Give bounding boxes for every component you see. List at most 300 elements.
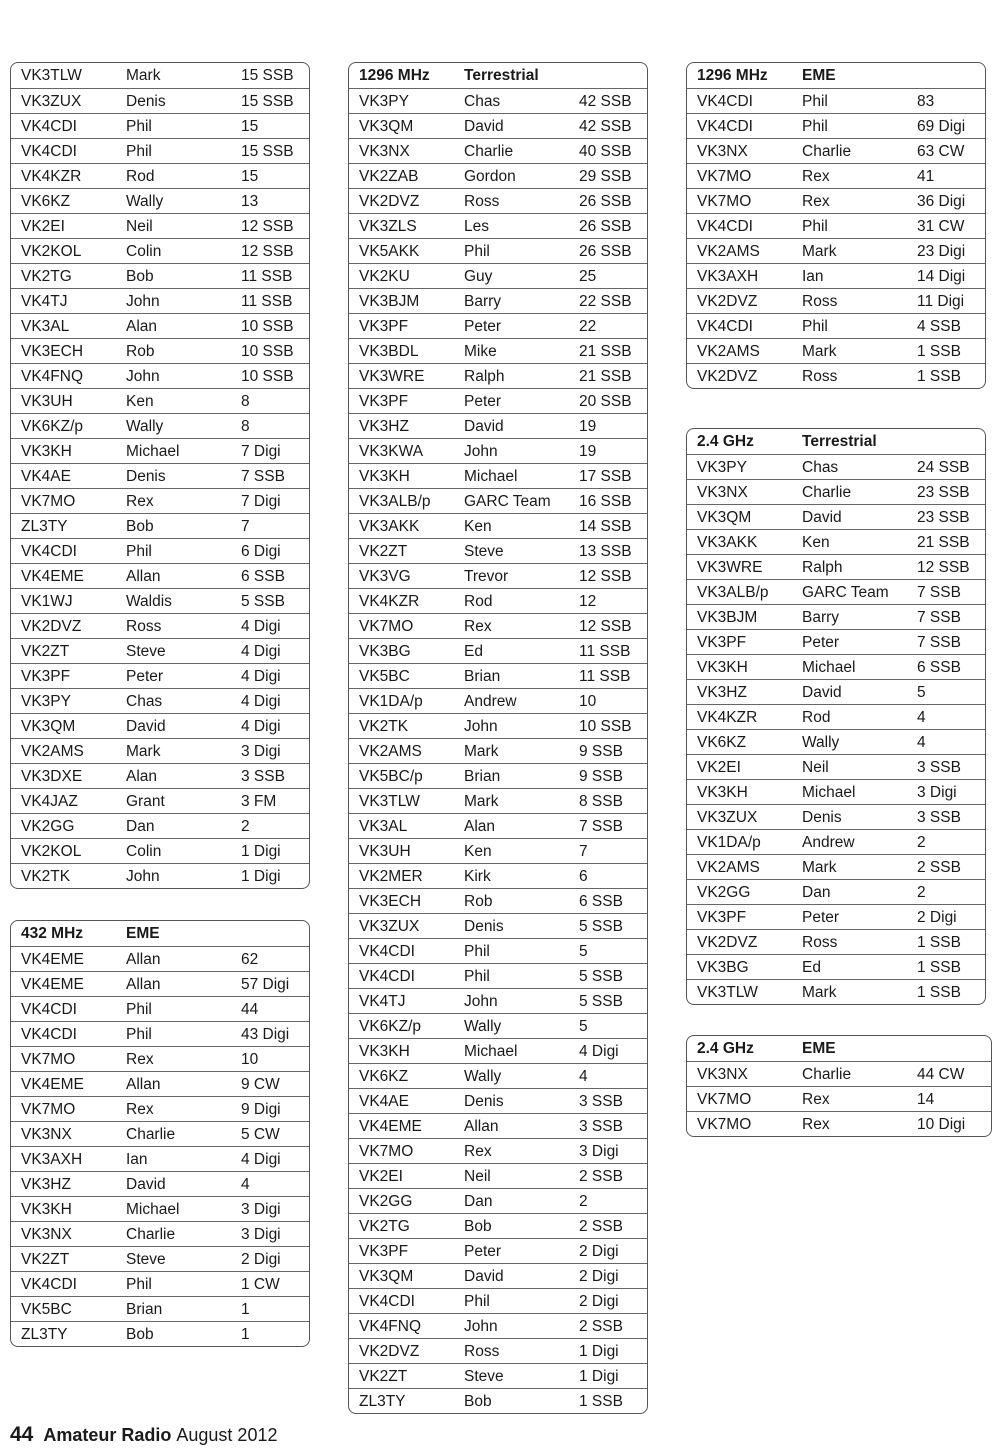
callsign-cell: VK3QM [21, 718, 76, 735]
score-cell: 3 SSB [241, 768, 285, 785]
callsign-cell: VK3TLW [697, 984, 758, 1001]
callsign-cell: VK3UH [359, 843, 411, 860]
score-cell: 5 SSB [579, 918, 623, 935]
callsign-cell: VK7MO [697, 168, 752, 185]
callsign-cell: VK4CDI [21, 1026, 77, 1043]
score-cell: 5 [917, 684, 926, 701]
score-cell: 3 SSB [579, 1118, 623, 1135]
score-cell: 13 SSB [579, 543, 632, 560]
score-cell: 21 SSB [917, 534, 970, 551]
table-row [11, 813, 309, 838]
operator-name-cell: Michael [802, 784, 856, 801]
operator-name-cell: Steve [126, 643, 166, 660]
callsign-cell: VK4CDI [21, 118, 77, 135]
operator-name-cell: Allan [464, 1118, 499, 1135]
operator-name-cell: Brian [126, 1301, 163, 1318]
table-row [11, 488, 309, 513]
operator-name-cell: Rex [126, 1101, 154, 1118]
operator-name-cell: Phil [802, 118, 828, 135]
table-row [687, 288, 985, 313]
operator-name-cell: Ross [802, 934, 838, 951]
callsign-cell: VK3ZUX [21, 93, 82, 110]
callsign-cell: VK4CDI [359, 943, 415, 960]
operator-name-cell: John [126, 293, 160, 310]
callsign-cell: VK4TJ [21, 293, 68, 310]
callsign-cell: VK3KH [697, 659, 748, 676]
table-row [11, 1321, 309, 1346]
score-cell: 4 Digi [241, 668, 281, 685]
table-row [11, 946, 309, 971]
callsign-cell: VK3ALB/p [697, 584, 769, 601]
operator-name-cell: Phil [464, 243, 490, 260]
table-row [687, 829, 985, 854]
operator-name-cell: Bob [126, 1326, 154, 1343]
score-cell: 8 SSB [579, 793, 623, 810]
callsign-cell: VK4CDI [21, 1276, 77, 1293]
score-cell: 62 [241, 951, 259, 968]
callsign-cell: VK3WRE [697, 559, 763, 576]
score-cell: 5 SSB [241, 593, 285, 610]
table-row [11, 313, 309, 338]
score-cell: 3 SSB [579, 1093, 623, 1110]
table-row [349, 263, 647, 288]
mode-label: Terrestrial [464, 67, 539, 84]
score-cell: 1 SSB [917, 343, 961, 360]
operator-name-cell: Mike [464, 343, 497, 360]
table-row [11, 738, 309, 763]
table-row [687, 904, 985, 929]
score-cell: 2 Digi [579, 1268, 619, 1285]
table-row [349, 1138, 647, 1163]
score-cell: 5 CW [241, 1126, 280, 1143]
score-cell: 5 SSB [579, 993, 623, 1010]
score-cell: 1 Digi [579, 1368, 619, 1385]
table-row [687, 654, 985, 679]
callsign-cell: VK3BJM [359, 293, 420, 310]
table-row [11, 438, 309, 463]
score-cell: 3 Digi [579, 1143, 619, 1160]
operator-name-cell: Rob [464, 893, 493, 910]
operator-name-cell: Rod [126, 168, 155, 185]
operator-name-cell: Wally [802, 734, 840, 751]
operator-name-cell: Ken [126, 393, 154, 410]
operator-name-cell: Allan [126, 951, 161, 968]
table-header-row [11, 921, 309, 946]
score-cell: 63 CW [917, 143, 965, 160]
score-cell: 7 SSB [917, 609, 961, 626]
callsign-cell: VK4EME [21, 568, 84, 585]
score-cell: 2 Digi [579, 1243, 619, 1260]
score-cell: 44 [241, 1001, 259, 1018]
table-row [11, 971, 309, 996]
callsign-cell: VK4CDI [359, 1293, 415, 1310]
score-cell: 11 SSB [579, 643, 631, 660]
table-row [11, 863, 309, 888]
score-cell: 1 SSB [917, 934, 961, 951]
score-cell: 7 SSB [917, 634, 961, 651]
table-row [349, 663, 647, 688]
callsign-cell: VK6KZ [359, 1068, 409, 1085]
table-row [349, 1263, 647, 1288]
score-cell: 15 [241, 168, 259, 185]
operator-name-cell: Les [464, 218, 489, 235]
callsign-cell: VK2ZT [359, 1368, 408, 1385]
score-cell: 36 Digi [917, 193, 966, 210]
callsign-cell: VK2AMS [697, 243, 760, 260]
operator-name-cell: Wally [126, 418, 164, 435]
operator-name-cell: Mark [126, 67, 161, 84]
score-cell: 24 SSB [917, 459, 970, 476]
operator-name-cell: Brian [464, 668, 501, 685]
operator-name-cell: Peter [126, 668, 164, 685]
operator-name-cell: Rex [802, 1116, 830, 1133]
operator-name-cell: Rex [802, 193, 830, 210]
score-cell: 11 SSB [579, 668, 631, 685]
operator-name-cell: Rex [126, 493, 154, 510]
callsign-cell: VK7MO [359, 618, 414, 635]
score-cell: 5 SSB [579, 968, 623, 985]
callsign-cell: VK7MO [697, 1091, 752, 1108]
operator-name-cell: Chas [464, 93, 501, 110]
table-row [349, 238, 647, 263]
callsign-cell: VK7MO [697, 193, 752, 210]
callsign-cell: VK4EME [21, 1076, 84, 1093]
operator-name-cell: Ian [126, 1151, 148, 1168]
operator-name-cell: Kirk [464, 868, 491, 885]
callsign-cell: VK3PF [697, 909, 747, 926]
score-cell: 16 SSB [579, 493, 632, 510]
score-cell: 3 SSB [917, 759, 961, 776]
score-cell: 2 SSB [579, 1218, 623, 1235]
operator-name-cell: Phil [802, 218, 828, 235]
table-row [349, 488, 647, 513]
callsign-cell: VK2TK [359, 718, 409, 735]
callsign-cell: VK4AE [21, 468, 71, 485]
score-cell: 23 SSB [917, 484, 970, 501]
score-cell: 7 SSB [241, 468, 285, 485]
table-row [11, 613, 309, 638]
score-cell: 69 Digi [917, 118, 966, 135]
callsign-cell: VK2KOL [21, 843, 82, 860]
operator-name-cell: John [464, 443, 498, 460]
operator-name-cell: Dan [464, 1193, 493, 1210]
score-cell: 1 SSB [917, 984, 961, 1001]
table-row [11, 1046, 309, 1071]
score-cell: 9 Digi [241, 1101, 281, 1118]
score-cell: 42 SSB [579, 93, 632, 110]
score-cell: 22 SSB [579, 293, 632, 310]
callsign-cell: VK3VG [359, 568, 411, 585]
score-cell: 3 Digi [241, 743, 281, 760]
callsign-cell: VK3UH [21, 393, 73, 410]
operator-name-cell: Michael [464, 1043, 518, 1060]
score-cell: 2 Digi [917, 909, 957, 926]
operator-name-cell: Ed [464, 643, 483, 660]
callsign-cell: VK3QM [359, 118, 414, 135]
operator-name-cell: Wally [464, 1068, 502, 1085]
score-cell: 1 Digi [579, 1343, 619, 1360]
operator-name-cell: Peter [802, 909, 840, 926]
callsign-cell: VK7MO [21, 1101, 76, 1118]
operator-name-cell: Allan [126, 976, 161, 993]
callsign-cell: VK1WJ [21, 593, 73, 610]
operator-name-cell: Alan [464, 818, 496, 835]
callsign-cell: VK3ZUX [359, 918, 420, 935]
operator-name-cell: Ken [464, 518, 492, 535]
score-cell: 7 SSB [917, 584, 961, 601]
table-row [11, 88, 309, 113]
table-row [11, 688, 309, 713]
operator-name-cell: Rex [802, 1091, 830, 1108]
score-cell: 6 SSB [579, 893, 623, 910]
table-row [349, 1113, 647, 1138]
callsign-cell: ZL3TY [21, 518, 68, 535]
score-cell: 1 SSB [579, 1393, 623, 1410]
operator-name-cell: Peter [464, 1243, 502, 1260]
operator-name-cell: John [464, 1318, 498, 1335]
table-row [11, 1121, 309, 1146]
table-row [687, 479, 985, 504]
table-1296mhz-terrestrial [348, 62, 648, 1414]
callsign-cell: VK3ALB/p [359, 493, 431, 510]
operator-name-cell: Dan [802, 884, 831, 901]
table-row [11, 263, 309, 288]
table-row [11, 1221, 309, 1246]
callsign-cell: VK3QM [697, 509, 752, 526]
callsign-cell: VK4EME [359, 1118, 422, 1135]
operator-name-cell: Steve [126, 1251, 166, 1268]
callsign-cell: VK4CDI [697, 93, 753, 110]
operator-name-cell: Denis [126, 93, 166, 110]
table-row [11, 588, 309, 613]
score-cell: 21 SSB [579, 343, 632, 360]
table-row [687, 338, 985, 363]
score-cell: 5 [579, 943, 588, 960]
operator-name-cell: Rex [126, 1051, 154, 1068]
score-cell: 17 SSB [579, 468, 632, 485]
callsign-cell: VK3ECH [359, 893, 422, 910]
score-cell: 26 SSB [579, 218, 632, 235]
callsign-cell: VK3NX [697, 1066, 748, 1083]
score-cell: 13 [241, 193, 259, 210]
score-cell: 1 Digi [241, 843, 281, 860]
score-cell: 4 Digi [579, 1043, 619, 1060]
issue-date: August 2012 [176, 1425, 278, 1445]
callsign-cell: VK2AMS [359, 743, 422, 760]
score-cell: 1 SSB [917, 368, 961, 385]
operator-name-cell: Andrew [464, 693, 517, 710]
callsign-cell: VK3NX [697, 484, 748, 501]
callsign-cell: VK2ZAB [359, 168, 419, 185]
score-cell: 4 Digi [241, 718, 281, 735]
table-row [687, 313, 985, 338]
table-row [11, 1271, 309, 1296]
operator-name-cell: Ralph [802, 559, 843, 576]
operator-name-cell: David [126, 1176, 166, 1193]
table-2-4ghz-eme [686, 1035, 992, 1137]
callsign-cell: VK3KH [21, 1201, 72, 1218]
score-cell: 2 [917, 834, 926, 851]
score-cell: 1 [241, 1326, 250, 1343]
callsign-cell: VK3BG [697, 959, 749, 976]
table-row [687, 954, 985, 979]
callsign-cell: VK5AKK [359, 243, 420, 260]
score-cell: 10 SSB [241, 343, 294, 360]
operator-name-cell: Ross [464, 193, 500, 210]
score-cell: 3 Digi [241, 1226, 281, 1243]
score-cell: 10 [579, 693, 597, 710]
operator-name-cell: Waldis [126, 593, 172, 610]
score-cell: 11 Digi [917, 293, 965, 310]
operator-name-cell: Michael [126, 1201, 180, 1218]
score-cell: 29 SSB [579, 168, 632, 185]
score-cell: 19 [579, 443, 597, 460]
callsign-cell: VK3KH [21, 443, 72, 460]
callsign-cell: VK1DA/p [697, 834, 761, 851]
table-row [349, 88, 647, 113]
callsign-cell: VK4CDI [21, 1001, 77, 1018]
score-cell: 2 Digi [241, 1251, 281, 1268]
score-cell: 7 SSB [579, 818, 623, 835]
operator-name-cell: Phil [126, 143, 152, 160]
table-header-row [687, 63, 985, 88]
operator-name-cell: David [464, 1268, 504, 1285]
score-cell: 15 [241, 118, 259, 135]
table-row [687, 854, 985, 879]
callsign-cell: VK3KH [359, 468, 410, 485]
callsign-cell: VK4TJ [359, 993, 406, 1010]
table-432mhz-eme [10, 920, 310, 1347]
callsign-cell: VK2KOL [21, 243, 82, 260]
mode-label: EME [802, 1040, 836, 1057]
table-row [11, 763, 309, 788]
operator-name-cell: Brian [464, 768, 501, 785]
score-cell: 3 SSB [917, 809, 961, 826]
table-row [349, 213, 647, 238]
score-cell: 6 [579, 868, 588, 885]
callsign-cell: VK2ZT [21, 643, 70, 660]
callsign-cell: VK4CDI [359, 968, 415, 985]
callsign-cell: VK3WRE [359, 368, 425, 385]
callsign-cell: VK7MO [21, 1051, 76, 1068]
table-row [11, 188, 309, 213]
operator-name-cell: Steve [464, 543, 504, 560]
operator-name-cell: Alan [126, 318, 158, 335]
operator-name-cell: Michael [802, 659, 856, 676]
table-row [349, 738, 647, 763]
operator-name-cell: Ross [802, 368, 838, 385]
operator-name-cell: Charlie [126, 1226, 176, 1243]
table-row [349, 1213, 647, 1238]
callsign-cell: VK2AMS [697, 343, 760, 360]
operator-name-cell: GARC Team [802, 584, 889, 601]
operator-name-cell: Phil [126, 1276, 152, 1293]
callsign-cell: VK3BG [359, 643, 411, 660]
operator-name-cell: Mark [802, 859, 837, 876]
mode-label: EME [802, 67, 836, 84]
operator-name-cell: David [126, 718, 166, 735]
score-cell: 3 Digi [241, 1201, 281, 1218]
table-row [11, 338, 309, 363]
table-row [349, 1338, 647, 1363]
table-row [349, 713, 647, 738]
table-1296mhz-eme [686, 62, 986, 389]
table-row [687, 163, 985, 188]
callsign-cell: VK3KH [697, 784, 748, 801]
table-row [11, 513, 309, 538]
band-label: 2.4 GHz [697, 433, 754, 450]
table-row [349, 913, 647, 938]
callsign-cell: VK2TK [21, 868, 71, 885]
score-cell: 25 [579, 268, 597, 285]
table-row [349, 1063, 647, 1088]
operator-name-cell: Mark [464, 793, 499, 810]
score-cell: 11 SSB [241, 268, 293, 285]
callsign-cell: VK3NX [697, 143, 748, 160]
operator-name-cell: Peter [802, 634, 840, 651]
callsign-cell: VK3AXH [21, 1151, 83, 1168]
callsign-cell: VK3ECH [21, 343, 84, 360]
callsign-cell: VK4KZR [359, 593, 420, 610]
callsign-cell: VK2EI [359, 1168, 403, 1185]
score-cell: 10 SSB [241, 368, 294, 385]
score-cell: 42 SSB [579, 118, 632, 135]
table-2-4ghz-terrestrial [686, 428, 986, 1005]
table-row [349, 813, 647, 838]
table-row [11, 1021, 309, 1046]
callsign-cell: VK3QM [359, 1268, 414, 1285]
operator-name-cell: Phil [464, 943, 490, 960]
score-cell: 83 [917, 93, 935, 110]
operator-name-cell: Dan [126, 818, 155, 835]
score-cell: 7 [579, 843, 588, 860]
table-row [349, 513, 647, 538]
table-row [11, 1196, 309, 1221]
operator-name-cell: Rod [802, 709, 831, 726]
operator-name-cell: David [464, 118, 504, 135]
operator-name-cell: Phil [126, 118, 152, 135]
table-row [687, 504, 985, 529]
score-cell: 2 SSB [579, 1168, 623, 1185]
operator-name-cell: Denis [464, 1093, 504, 1110]
score-cell: 4 [917, 709, 926, 726]
table-row [349, 113, 647, 138]
score-cell: 4 [579, 1068, 588, 1085]
score-cell: 21 SSB [579, 368, 632, 385]
table-row [687, 113, 985, 138]
score-cell: 11 SSB [241, 293, 293, 310]
score-cell: 8 [241, 393, 250, 410]
callsign-cell: VK4EME [21, 951, 84, 968]
callsign-cell: VK3AL [359, 818, 408, 835]
table-header-row [687, 429, 985, 454]
operator-name-cell: Colin [126, 843, 162, 860]
table-row [349, 863, 647, 888]
table-row [349, 1288, 647, 1313]
callsign-cell: VK3AXH [697, 268, 759, 285]
operator-name-cell: Rod [464, 593, 493, 610]
table-row [11, 663, 309, 688]
callsign-cell: VK2EI [697, 759, 741, 776]
table-row [687, 238, 985, 263]
callsign-cell: VK3PY [21, 693, 71, 710]
callsign-cell: VK4CDI [697, 118, 753, 135]
score-cell: 23 Digi [917, 243, 966, 260]
operator-name-cell: Ross [802, 293, 838, 310]
table-row [687, 679, 985, 704]
score-cell: 26 SSB [579, 193, 632, 210]
callsign-cell: VK3HZ [21, 1176, 71, 1193]
